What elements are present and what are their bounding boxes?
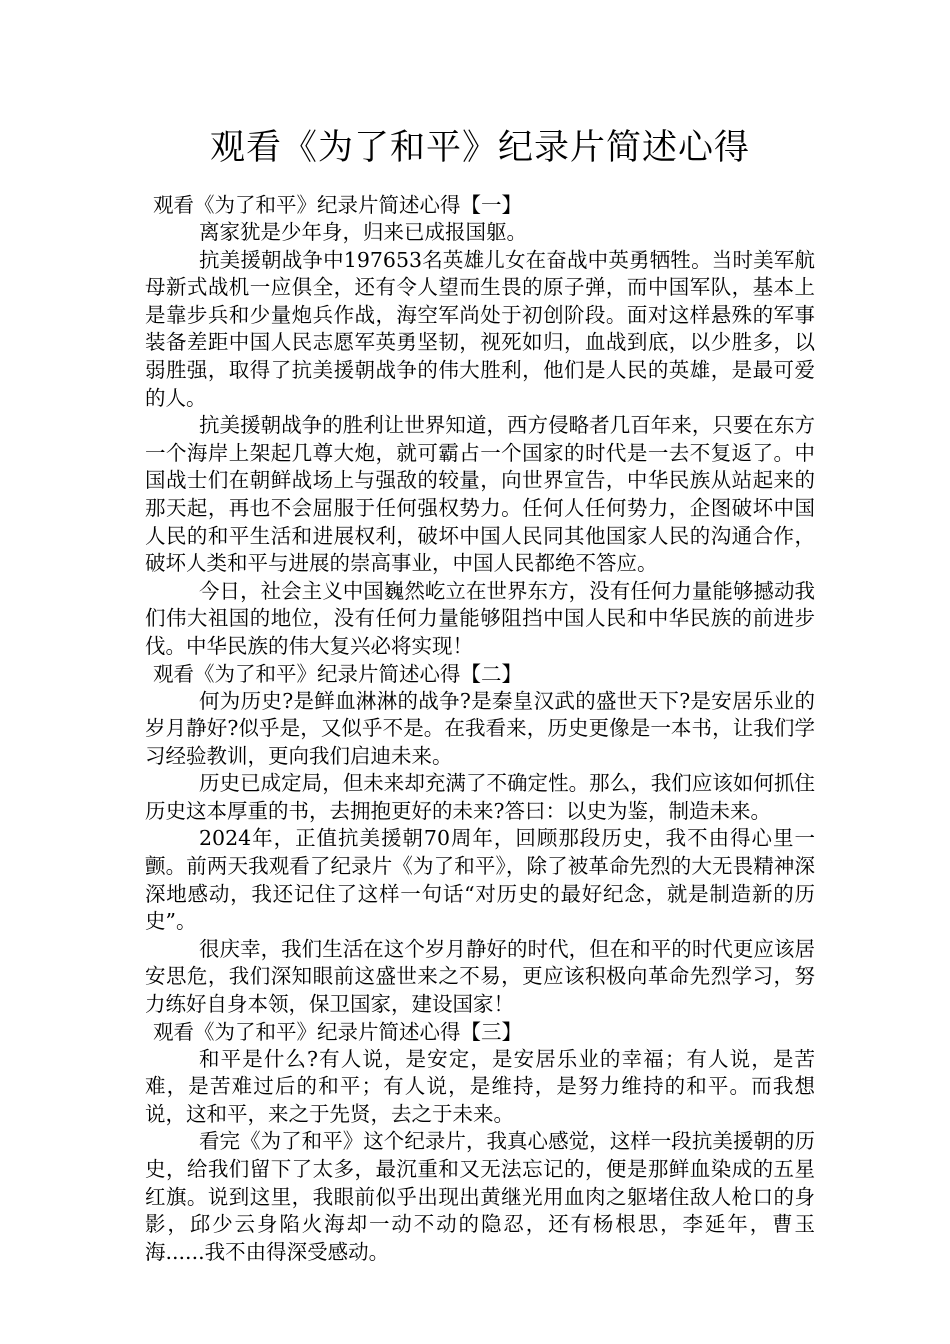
document-title: 观看《为了和平》纪录片简述心得: [209, 128, 750, 168]
section-three: [145, 1019, 815, 1267]
paragraph: 2024年，正值抗美援朝70周年，回顾那段历史，我不由得心里一颤。前两天我观看了纪录片《为了和平》，除了被革命先烈的大无畏精神深深地感动，我还记住了这样一句话“对历史的最好纪念，就是制造新的历史”。: [145, 826, 815, 934]
document-page: [145, 120, 815, 1266]
section-one: [145, 192, 815, 661]
paragraph: 离家犹是少年身，归来已成报国躯。: [199, 220, 527, 244]
paragraph: 抗美援朝战争中197653名英雄儿女在奋战中英勇牺牲。当时美军航母新式战机一应俱全，还有令人望而生畏的原子弹，而中国军队，基本上是靠步兵和少量炮兵作战，海空军尚处于初创阶段。面对这样悬殊的军事装备差距中国人民志愿军英勇坚韧，视死如归，血战到底，以少胜多，以弱胜强，取得了抗美援朝战争的伟大胜利，他们是人民的英雄，是最可爱的人。: [145, 247, 815, 410]
paragraph: 看完《为了和平》这个纪录片，我真心感觉，这样一段抗美援朝的历史，给我们留下了太多，最沉重和又无法忘记的，便是那鲜血染成的五星红旗。说到这里，我眼前似乎出现出黄继光用血肉之躯堵住敌人枪口的身影，邱少云身陷火海却一动不动的隐忍，还有杨根思，李延年，曹玉海......我不由得深受感动。: [145, 1129, 815, 1264]
paragraph: 和平是什么?有人说，是安定，是安居乐业的幸福；有人说，是苦难，是苦难过后的和平；有人说，是维持，是努力维持的和平。而我想说，这和平，来之于先贤，去之于未来。: [145, 1046, 815, 1126]
paragraph: 今日，社会主义中国巍然屹立在世界东方，没有任何力量能够撼动我们伟大祖国的地位，没有任何力量能够阻挡中国人民和中华民族的前进步伐。中华民族的伟大复兴必将实现！: [145, 578, 815, 658]
section-heading: 观看《为了和平》纪录片简述心得【一】: [153, 193, 522, 217]
section-heading: 观看《为了和平》纪录片简述心得【二】: [153, 661, 522, 686]
section-heading: 观看《为了和平》纪录片简述心得【三】: [153, 1019, 522, 1044]
section-two: [145, 661, 815, 1019]
paragraph: 抗美援朝战争的胜利让世界知道，西方侵略者几百年来，只要在东方一个海岸上架起几尊大炮，就可霸占一个国家的时代是一去不复返了。中国战士们在朝鲜战场上与强敌的较量，向世界宣告，中华民族从站起来的那天起，再也不会屈服于任何强权势力。任何人任何势力，企图破坏中国人民的和平生活和进展权利，破坏中国人民同其他国家人民的沟通合作，破坏人类和平与进展的崇高事业，中国人民都绝不答应。: [145, 413, 815, 576]
paragraph: 历史已成定局，但未来却充满了不确定性。那么，我们应该如何抓住历史这本厚重的书，去拥抱更好的未来?答曰：以史为鉴，制造未来。: [145, 771, 815, 823]
paragraph: 何为历史?是鲜血淋淋的战争?是秦皇汉武的盛世天下?是安居乐业的岁月静好?似乎是，又似乎不是。在我看来，历史更像是一本书，让我们学习经验教训，更向我们启迪未来。: [145, 688, 815, 768]
paragraph: 很庆幸，我们生活在这个岁月静好的时代，但在和平的时代更应该居安思危，我们深知眼前这盛世来之不易，更应该积极向革命先烈学习，努力练好自身本领，保卫国家，建设国家！: [145, 936, 815, 1017]
